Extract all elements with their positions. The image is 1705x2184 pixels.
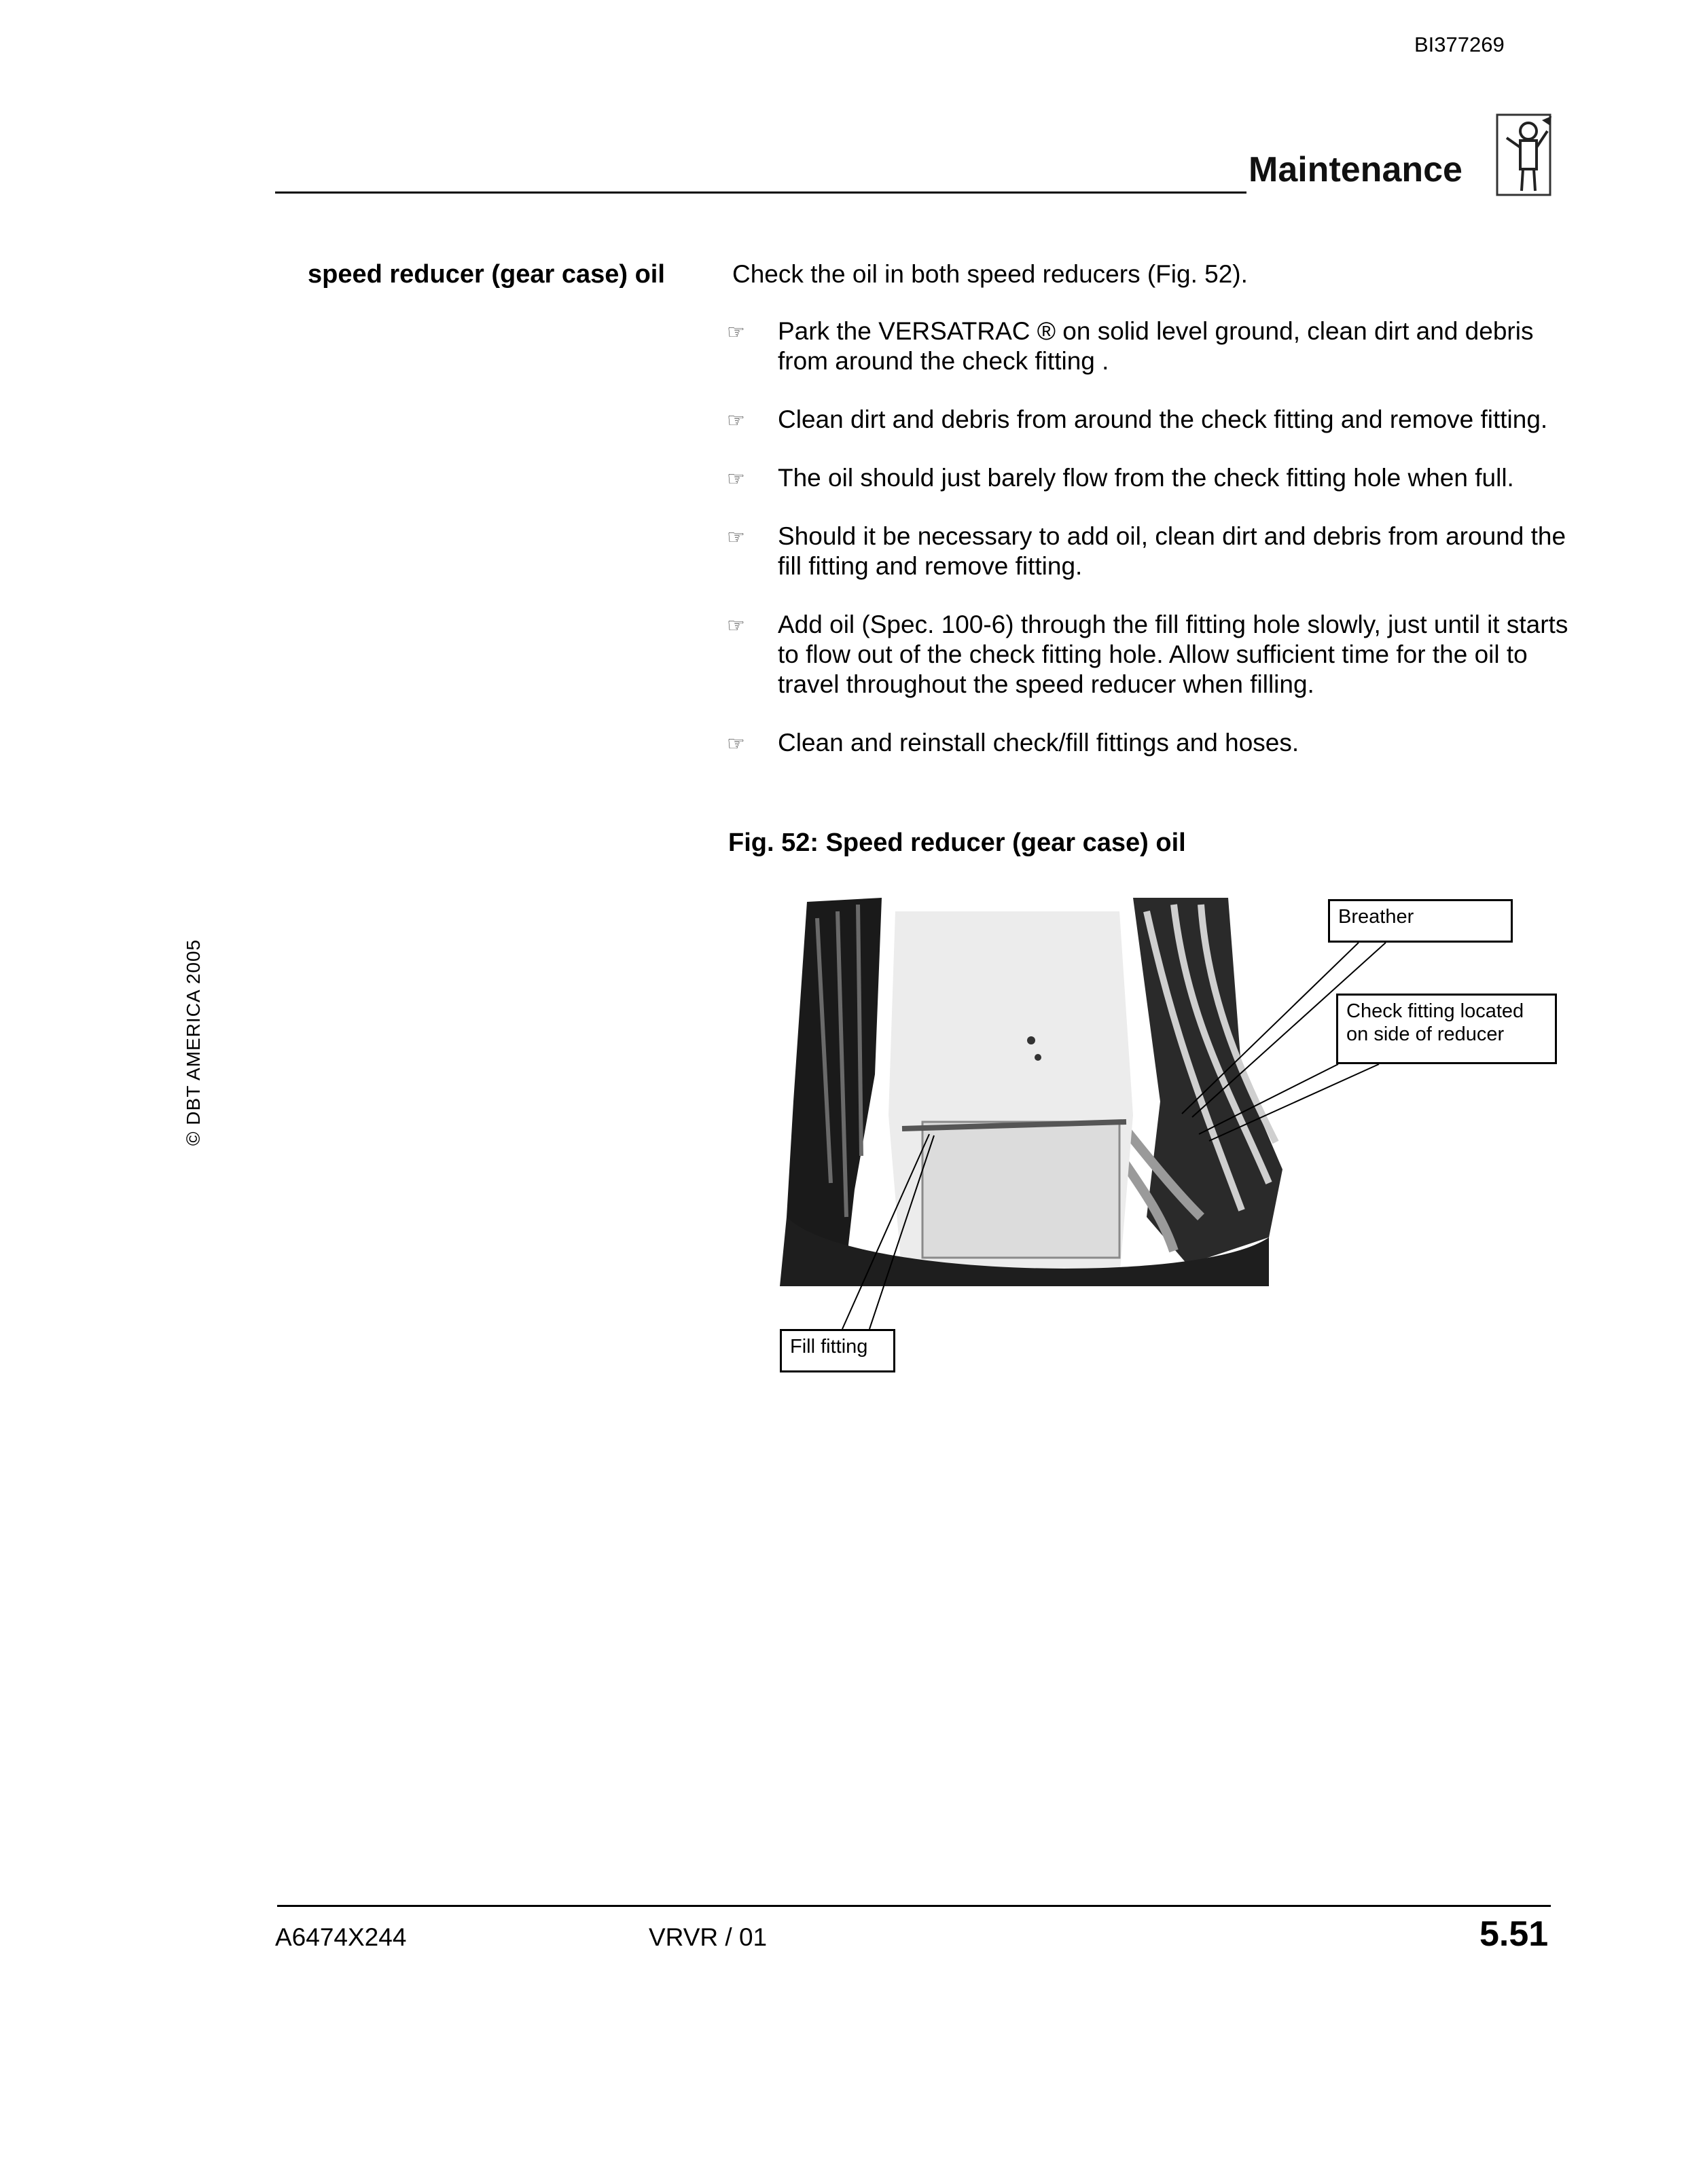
document-id: BI377269 — [1414, 33, 1505, 56]
header-rule — [275, 192, 1246, 194]
step-text: Should it be necessary to add oil, clean dirt and debris from around the fill fitting and remove fitting. — [778, 522, 1566, 580]
copyright-note: © DBT AMERICA 2005 — [183, 939, 204, 1146]
step-text: Clean dirt and debris from around the check fitting and remove fitting. — [778, 405, 1548, 433]
list-item — [727, 522, 1569, 581]
topic-label: speed reducer (gear case) oil — [308, 260, 665, 289]
section-title: Maintenance — [1249, 150, 1462, 189]
check-fitting-callout-line1: Check fitting located — [1346, 1000, 1524, 1022]
pointing-hand-icon: ☞ — [727, 733, 745, 755]
fill-fitting-callout: Fill fitting — [780, 1329, 895, 1372]
intro-text: Check the oil in both speed reducers (Fig. 52). — [732, 260, 1248, 288]
list-item — [727, 610, 1569, 699]
pointing-hand-icon: ☞ — [727, 321, 745, 344]
mechanic-icon — [1493, 111, 1556, 200]
list-item — [727, 463, 1569, 493]
step-text: Clean and reinstall check/fill fittings and hoses. — [778, 729, 1299, 757]
pointing-hand-icon: ☞ — [727, 526, 745, 549]
footer-rule — [277, 1905, 1551, 1907]
step-list — [727, 316, 1569, 786]
step-text: Add oil (Spec. 100-6) through the fill fitting hole slowly, just until it starts to flow out of the check fitting hole. Allow sufficient time for the oil to travel throughout the speed reducer when filling. — [778, 611, 1568, 698]
list-item — [727, 405, 1569, 435]
breather-callout: Breather — [1328, 899, 1513, 943]
pointing-hand-icon: ☞ — [727, 410, 745, 432]
figure-caption: Fig. 52: Speed reducer (gear case) oil — [728, 829, 1186, 857]
revision-code: VRVR / 01 — [649, 1923, 768, 1951]
list-item — [727, 728, 1569, 758]
pointing-hand-icon: ☞ — [727, 615, 745, 637]
step-text: The oil should just barely flow from the check fitting hole when full. — [778, 464, 1514, 492]
step-text: Park the VERSATRAC ® on solid level ground, clean dirt and debris from around the check fitting . — [778, 317, 1534, 375]
list-item — [727, 316, 1569, 376]
page-number: 5.51 — [1479, 1914, 1549, 1954]
figure-callouts — [747, 883, 1562, 1385]
document-number: A6474X244 — [275, 1923, 407, 1951]
pointing-hand-icon: ☞ — [727, 468, 745, 490]
check-fitting-callout-line2: on side of reducer — [1346, 1023, 1505, 1045]
